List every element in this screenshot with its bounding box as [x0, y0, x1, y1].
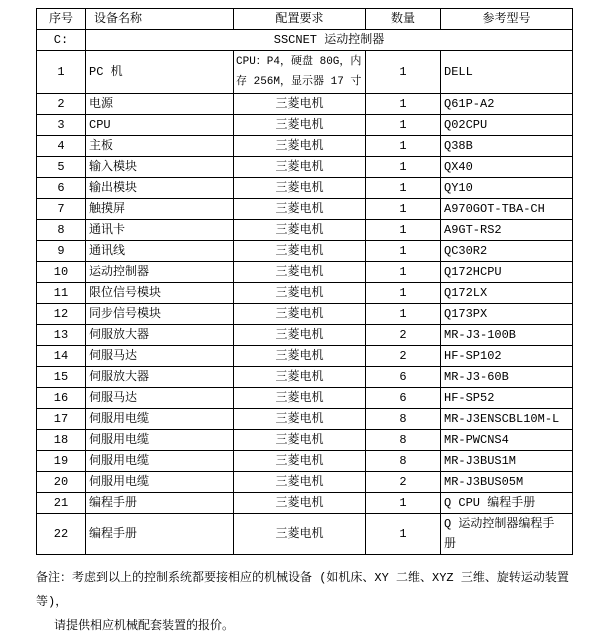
- cell-qty: 2: [366, 325, 441, 346]
- cell-model: [441, 325, 573, 346]
- cell-model: [441, 136, 573, 157]
- table-row: [37, 346, 573, 367]
- cell-serial: 7: [37, 199, 86, 220]
- cell-qty: 2: [366, 472, 441, 493]
- cell-serial: 3: [37, 115, 86, 136]
- model-text: HF-SP102: [444, 349, 502, 363]
- table-body: [37, 30, 573, 555]
- cell-qty: 1: [366, 115, 441, 136]
- cell-serial: 5: [37, 157, 86, 178]
- cell-device-name: 伺服用电缆: [86, 409, 234, 430]
- table-row: [37, 220, 573, 241]
- cell-device-name: PC 机: [86, 51, 234, 94]
- cell-model: [441, 304, 573, 325]
- cell-device-name: 伺服放大器: [86, 325, 234, 346]
- cell-config: 三菱电机: [234, 346, 366, 367]
- cell-config: 三菱电机: [234, 409, 366, 430]
- cell-config: 三菱电机: [234, 220, 366, 241]
- cell-config: 三菱电机: [234, 136, 366, 157]
- cell-device-name: 伺服用电缆: [86, 451, 234, 472]
- model-text: HF-SP52: [444, 391, 495, 405]
- cell-serial: 1: [37, 51, 86, 94]
- model-text: Q172HCPU: [444, 265, 502, 279]
- table-row: [37, 241, 573, 262]
- cell-qty: 1: [366, 241, 441, 262]
- table-row: [37, 199, 573, 220]
- table-row: [37, 388, 573, 409]
- cell-device-name: 电源: [86, 94, 234, 115]
- cell-qty: 1: [366, 304, 441, 325]
- cell-device-name: 主板: [86, 136, 234, 157]
- model-text: MR-J3BUS1M: [444, 454, 517, 468]
- cell-qty: 1: [366, 220, 441, 241]
- table-row: [37, 493, 573, 514]
- cell-config: 三菱电机: [234, 388, 366, 409]
- cell-device-name: 触摸屏: [86, 199, 234, 220]
- cell-qty: 8: [366, 451, 441, 472]
- table-header-row: [37, 9, 573, 30]
- section-row: [37, 30, 573, 51]
- cell-qty: 8: [366, 409, 441, 430]
- cell-model: [441, 472, 573, 493]
- cell-device-name: 限位信号模块: [86, 283, 234, 304]
- cell-serial: 16: [37, 388, 86, 409]
- cell-config: 三菱电机: [234, 472, 366, 493]
- model-text: Q172LX: [444, 286, 488, 300]
- cell-model: [441, 115, 573, 136]
- model-text: MR-J3ENSCBL10M-L: [444, 412, 560, 426]
- cell-serial: 15: [37, 367, 86, 388]
- table-row: [37, 115, 573, 136]
- table-row: [37, 262, 573, 283]
- cell-model: [441, 514, 573, 555]
- cell-model: [441, 409, 573, 430]
- cell-serial: 2: [37, 94, 86, 115]
- cell-model: [441, 493, 573, 514]
- table-row: [37, 451, 573, 472]
- footer-note: [36, 566, 584, 633]
- model-text: QY10: [444, 181, 473, 195]
- cell-qty: 1: [366, 199, 441, 220]
- cell-serial: 20: [37, 472, 86, 493]
- table-row: [37, 430, 573, 451]
- model-text: DELL: [444, 65, 473, 79]
- cell-model: [441, 241, 573, 262]
- model-text: QX40: [444, 160, 473, 174]
- cell-config: 三菱电机: [234, 199, 366, 220]
- note-line-2: 请提供相应机械配套装置的报价。: [54, 619, 235, 633]
- cell-model: [441, 157, 573, 178]
- cell-qty: 8: [366, 430, 441, 451]
- cell-config: 三菱电机: [234, 178, 366, 199]
- cell-config: 三菱电机: [234, 514, 366, 555]
- cell-device-name: 运动控制器: [86, 262, 234, 283]
- cell-serial: 6: [37, 178, 86, 199]
- cell-config: 三菱电机: [234, 430, 366, 451]
- cell-serial: 13: [37, 325, 86, 346]
- model-text: A9GT-RS2: [444, 223, 502, 237]
- cell-qty: 1: [366, 283, 441, 304]
- cell-device-name: CPU: [86, 115, 234, 136]
- equipment-spec-table: [36, 8, 573, 555]
- cell-model: [441, 220, 573, 241]
- cell-config: 三菱电机: [234, 157, 366, 178]
- cell-device-name: 输入模块: [86, 157, 234, 178]
- cell-model: [441, 451, 573, 472]
- cell-device-name: 编程手册: [86, 493, 234, 514]
- cell-device-name: 输出模块: [86, 178, 234, 199]
- cell-qty: 1: [366, 493, 441, 514]
- table-row: [37, 157, 573, 178]
- model-text: Q38B: [444, 139, 473, 153]
- table-row: [37, 136, 573, 157]
- cell-qty: 1: [366, 178, 441, 199]
- cell-device-name: 伺服马达: [86, 346, 234, 367]
- table-row: [37, 514, 573, 555]
- cell-model: [441, 346, 573, 367]
- cell-config: 三菱电机: [234, 367, 366, 388]
- cell-model: [441, 283, 573, 304]
- cell-config: 三菱电机: [234, 304, 366, 325]
- model-text: Q02CPU: [444, 118, 488, 132]
- model-text: Q173PX: [444, 307, 488, 321]
- cell-model: [441, 94, 573, 115]
- cell-serial: 18: [37, 430, 86, 451]
- model-text: MR-J3-100B: [444, 328, 517, 342]
- cell-qty: 1: [366, 514, 441, 555]
- cell-config: 三菱电机: [234, 241, 366, 262]
- cell-model: [441, 199, 573, 220]
- cell-serial: 21: [37, 493, 86, 514]
- cell-device-name: 同步信号模块: [86, 304, 234, 325]
- cell-device-name: 通讯线: [86, 241, 234, 262]
- cell-device-name: 伺服放大器: [86, 367, 234, 388]
- section-id: C:: [37, 30, 86, 51]
- note-line-1: 备注：考虑到以上的控制系统都要接相应的机械设备 (如机床、XY 二维、XYZ 三维、旋转运动装置等)，: [36, 571, 569, 609]
- table-row: [37, 283, 573, 304]
- cell-model: [441, 178, 573, 199]
- cell-qty: 1: [366, 157, 441, 178]
- table-row: [37, 367, 573, 388]
- model-text: Q CPU 编程手册: [444, 496, 536, 510]
- cell-qty: 2: [366, 346, 441, 367]
- model-text: Q 运动控制器编程手册: [444, 517, 555, 551]
- cell-qty: 1: [366, 136, 441, 157]
- table-row: [37, 409, 573, 430]
- table-row: [37, 94, 573, 115]
- cell-config: CPU：P4，硬盘 80G，内存 256M，显示器 17 寸: [234, 51, 366, 94]
- model-text: QC30R2: [444, 244, 488, 258]
- cell-device-name: 通讯卡: [86, 220, 234, 241]
- cell-serial: 10: [37, 262, 86, 283]
- cell-model: [441, 430, 573, 451]
- cell-qty: 1: [366, 51, 441, 94]
- table-row: [37, 178, 573, 199]
- column-header-device-name: 设备名称: [86, 9, 234, 30]
- cell-config: 三菱电机: [234, 451, 366, 472]
- cell-qty: 6: [366, 367, 441, 388]
- cell-serial: 11: [37, 283, 86, 304]
- cell-device-name: 编程手册: [86, 514, 234, 555]
- cell-serial: 22: [37, 514, 86, 555]
- cell-model: [441, 367, 573, 388]
- cell-config: 三菱电机: [234, 115, 366, 136]
- model-text: Q61P-A2: [444, 97, 495, 111]
- cell-serial: 12: [37, 304, 86, 325]
- column-header-serial: 序号: [37, 9, 86, 30]
- cell-qty: 1: [366, 262, 441, 283]
- model-text: A970GOT-TBA-CH: [444, 202, 545, 216]
- cell-serial: 17: [37, 409, 86, 430]
- table-row: [37, 304, 573, 325]
- cell-serial: 14: [37, 346, 86, 367]
- model-text: MR-PWCNS4: [444, 433, 509, 447]
- cell-qty: 1: [366, 94, 441, 115]
- cell-model: [441, 262, 573, 283]
- section-title: SSCNET 运动控制器: [86, 30, 573, 51]
- cell-serial: 4: [37, 136, 86, 157]
- cell-device-name: 伺服用电缆: [86, 472, 234, 493]
- column-header-model: 参考型号: [441, 9, 573, 30]
- column-header-qty: 数量: [366, 9, 441, 30]
- cell-config: 三菱电机: [234, 94, 366, 115]
- cell-config: 三菱电机: [234, 262, 366, 283]
- model-text: MR-J3BUS05M: [444, 475, 524, 489]
- cell-device-name: 伺服用电缆: [86, 430, 234, 451]
- cell-config: 三菱电机: [234, 493, 366, 514]
- cell-serial: 8: [37, 220, 86, 241]
- column-header-config: 配置要求: [234, 9, 366, 30]
- cell-model: [441, 51, 573, 94]
- cell-config: 三菱电机: [234, 325, 366, 346]
- cell-qty: 6: [366, 388, 441, 409]
- table-row: [37, 51, 573, 94]
- cell-config: 三菱电机: [234, 283, 366, 304]
- cell-device-name: 伺服马达: [86, 388, 234, 409]
- table-row: [37, 472, 573, 493]
- cell-serial: 9: [37, 241, 86, 262]
- cell-serial: 19: [37, 451, 86, 472]
- table-row: [37, 325, 573, 346]
- cell-model: [441, 388, 573, 409]
- model-text: MR-J3-60B: [444, 370, 509, 384]
